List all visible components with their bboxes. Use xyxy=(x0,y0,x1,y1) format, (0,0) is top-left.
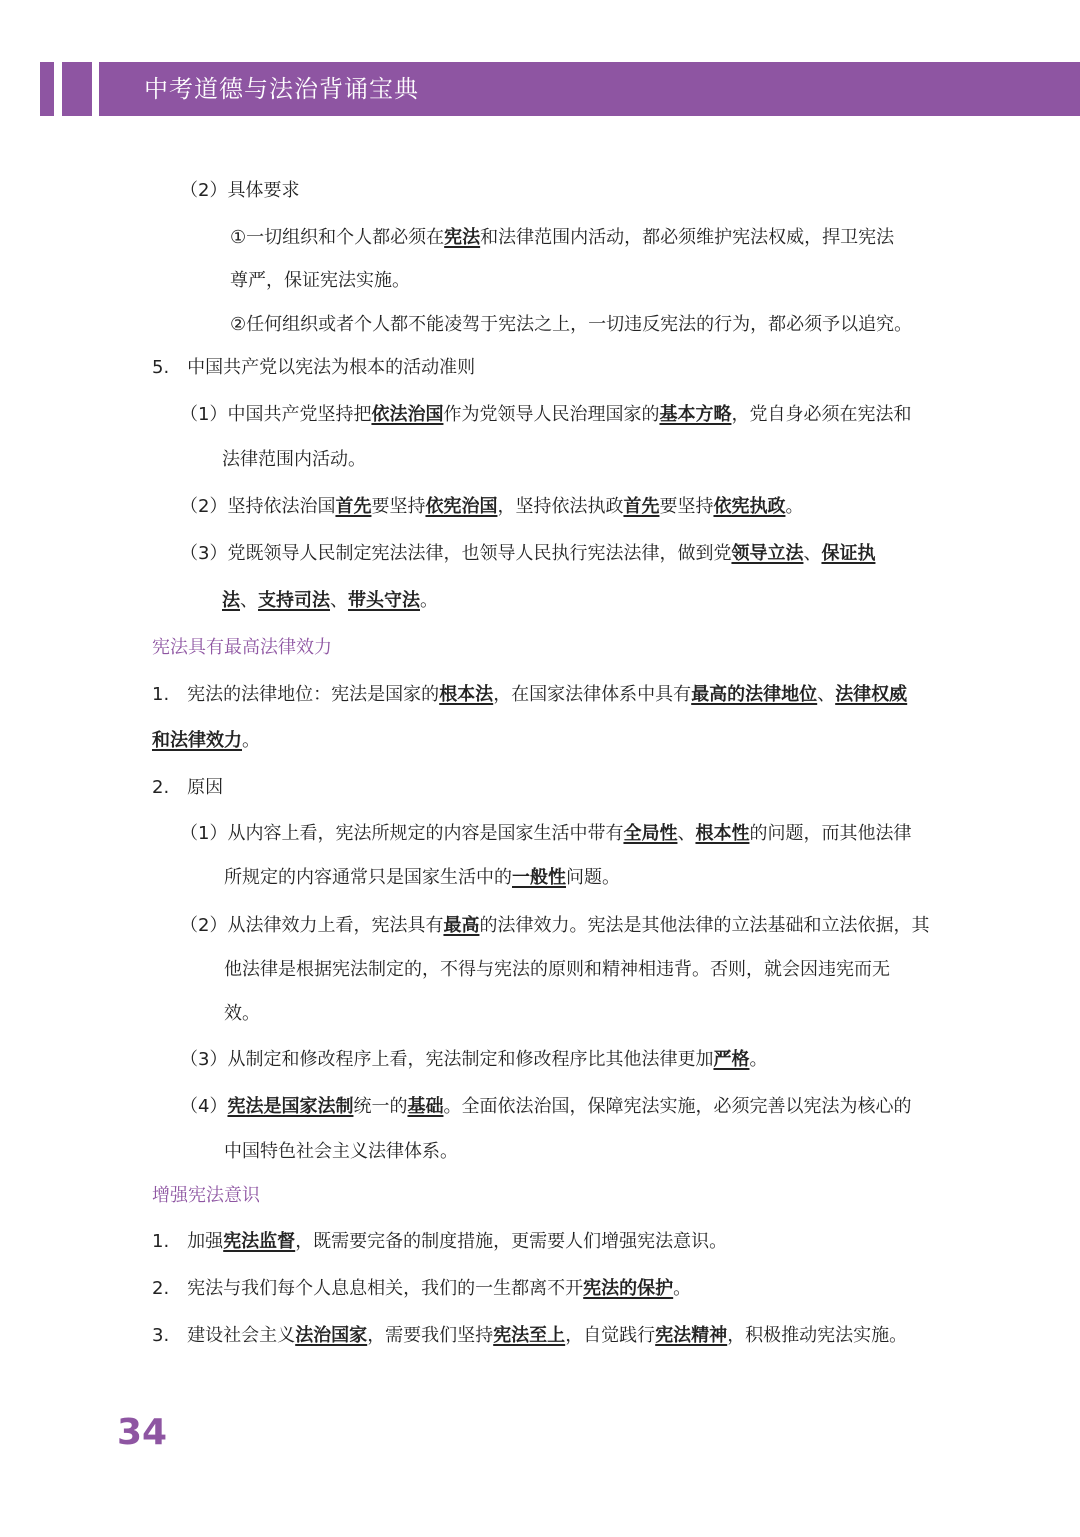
key-term: 首先 xyxy=(623,496,660,517)
text-segment: ，需要我们坚持 xyxy=(367,1325,494,1346)
text-segment: ，积极推动宪法实施。 xyxy=(727,1325,908,1346)
key-term: 依法治国 xyxy=(371,404,444,425)
key-term: 保证执 xyxy=(821,543,876,564)
text-line xyxy=(180,1094,911,1120)
key-term: 法律权威 xyxy=(835,684,908,705)
text-line xyxy=(224,957,890,983)
key-term: 基础 xyxy=(407,1096,444,1117)
text-line xyxy=(224,865,620,891)
text-segment: 、 xyxy=(817,684,836,705)
key-term: 法治国家 xyxy=(295,1325,368,1346)
text-line xyxy=(222,447,366,473)
key-term: 最高的法律地位 xyxy=(691,684,818,705)
text-line xyxy=(180,402,911,428)
text-segment: 。 xyxy=(420,590,438,611)
text-segment: 、 xyxy=(330,590,348,611)
text-segment: 。 xyxy=(242,730,260,751)
text-line xyxy=(180,178,299,204)
text-segment: 2. 宪法与我们每个人息息相关，我们的一生都离不开 xyxy=(152,1278,584,1299)
key-term: 宪法至上 xyxy=(493,1325,566,1346)
text-segment: 2. 原因 xyxy=(152,777,224,798)
text-segment: （1）中国共产党坚持把 xyxy=(180,404,372,425)
key-term: 和法律效力 xyxy=(152,730,242,751)
text-segment: 统一的 xyxy=(353,1096,408,1117)
text-segment: 。全面依法治国，保障宪法实施，必须完善以宪法为核心的 xyxy=(443,1096,912,1117)
key-term: 支持司法 xyxy=(258,590,330,611)
text-segment: （4） xyxy=(180,1096,228,1117)
text-segment: 1. 宪法的法律地位：宪法是国家的 xyxy=(152,684,440,705)
text-line xyxy=(230,268,410,294)
text-segment: 作为党领导人民治理国家的 xyxy=(443,404,660,425)
header-title: 中考道德与法治背诵宝典 xyxy=(144,75,419,103)
text-line xyxy=(222,588,438,614)
text-segment: ，既需要完备的制度措施，更需要人们增强宪法意识。 xyxy=(295,1231,728,1252)
header-accent-bar-2 xyxy=(62,62,92,116)
text-segment: 、 xyxy=(677,823,696,844)
key-term: 依宪执政 xyxy=(713,496,786,517)
text-line xyxy=(180,913,929,939)
text-segment: 3. 建设社会主义 xyxy=(152,1325,296,1346)
section-heading: 宪法具有最高法律效力 xyxy=(152,637,332,658)
text-segment: ②任何组织或者个人都不能凌驾于宪法之上，一切违反宪法的行为，都必须予以追究。 xyxy=(230,314,913,335)
text-segment: 效。 xyxy=(224,1003,260,1024)
text-line xyxy=(224,1001,260,1027)
page-number: 34 xyxy=(117,1412,168,1453)
text-segment: （2）坚持依法治国 xyxy=(180,496,336,517)
text-segment: 5. 中国共产党以宪法为根本的活动准则 xyxy=(152,357,476,378)
text-segment: （2）具体要求 xyxy=(180,180,300,201)
key-term: 领导立法 xyxy=(731,543,804,564)
key-term: 依宪治国 xyxy=(425,496,498,517)
text-line xyxy=(152,1323,907,1349)
text-segment: 所规定的内容通常只是国家生活中的 xyxy=(224,867,512,888)
text-line xyxy=(180,1047,767,1073)
text-line xyxy=(180,821,911,847)
key-term: 法 xyxy=(222,590,240,611)
text-segment: 。 xyxy=(673,1278,692,1299)
key-term: 首先 xyxy=(335,496,372,517)
text-segment: 、 xyxy=(240,590,258,611)
text-segment: ①一切组织和个人都必须在 xyxy=(230,227,445,248)
text-segment: 。 xyxy=(785,496,804,517)
section-heading: 增强宪法意识 xyxy=(152,1185,260,1206)
key-term: 基本方略 xyxy=(659,404,732,425)
text-line xyxy=(180,541,875,567)
key-term: 根本性 xyxy=(695,823,750,844)
text-line xyxy=(224,1139,458,1165)
key-term: 宪法监督 xyxy=(223,1231,296,1252)
text-segment: 的问题，而其他法律 xyxy=(749,823,912,844)
text-line xyxy=(152,1229,727,1255)
text-segment: （3）党既领导人民制定宪法法律，也领导人民执行宪法法律，做到党 xyxy=(180,543,732,564)
text-segment: 法律范围内活动。 xyxy=(222,449,366,470)
header-accent-bar-1 xyxy=(40,62,54,116)
text-line xyxy=(230,312,912,338)
text-segment: ，在国家法律体系中具有 xyxy=(493,684,692,705)
key-term: 全局性 xyxy=(623,823,678,844)
text-line xyxy=(152,355,475,381)
text-line xyxy=(180,494,803,520)
key-term: 带头守法 xyxy=(348,590,420,611)
text-segment: 的法律效力。宪法是其他法律的立法基础和立法依据，其 xyxy=(479,915,930,936)
text-segment: （2）从法律效力上看，宪法具有 xyxy=(180,915,444,936)
text-segment: ，自觉践行 xyxy=(565,1325,656,1346)
text-segment: 要坚持 xyxy=(659,496,714,517)
text-segment: ，坚持依法执政 xyxy=(497,496,624,517)
text-segment: 中国特色社会主义法律体系。 xyxy=(224,1141,458,1162)
text-segment: 1. 加强 xyxy=(152,1231,224,1252)
key-term: 宪法的保护 xyxy=(583,1278,674,1299)
text-line xyxy=(152,728,260,754)
key-term: 宪法是国家法制 xyxy=(227,1096,354,1117)
text-segment: （3）从制定和修改程序上看，宪法制定和修改程序比其他法律更加 xyxy=(180,1049,714,1070)
text-segment: （1）从内容上看，宪法所规定的内容是国家生活中带有 xyxy=(180,823,624,844)
text-segment: 要坚持 xyxy=(371,496,426,517)
text-segment: 。 xyxy=(749,1049,768,1070)
text-line xyxy=(152,682,907,708)
text-segment: 、 xyxy=(803,543,822,564)
text-line xyxy=(152,1276,691,1302)
key-term: 一般性 xyxy=(512,867,566,888)
text-line xyxy=(230,225,894,251)
text-segment: 和法律范围内活动，都必须维护宪法权威，捍卫宪法 xyxy=(480,227,895,248)
text-segment: 他法律是根据宪法制定的，不得与宪法的原则和精神相违背。否则，就会因违宪而无 xyxy=(224,959,890,980)
key-term: 宪法精神 xyxy=(655,1325,728,1346)
key-term: 严格 xyxy=(713,1049,750,1070)
text-line xyxy=(152,775,223,801)
key-term: 最高 xyxy=(443,915,480,936)
key-term: 根本法 xyxy=(439,684,494,705)
text-segment: ，党自身必须在宪法和 xyxy=(731,404,912,425)
text-segment: 尊严，保证宪法实施。 xyxy=(230,270,410,291)
text-segment: 问题。 xyxy=(566,867,620,888)
key-term: 宪法 xyxy=(444,227,481,248)
